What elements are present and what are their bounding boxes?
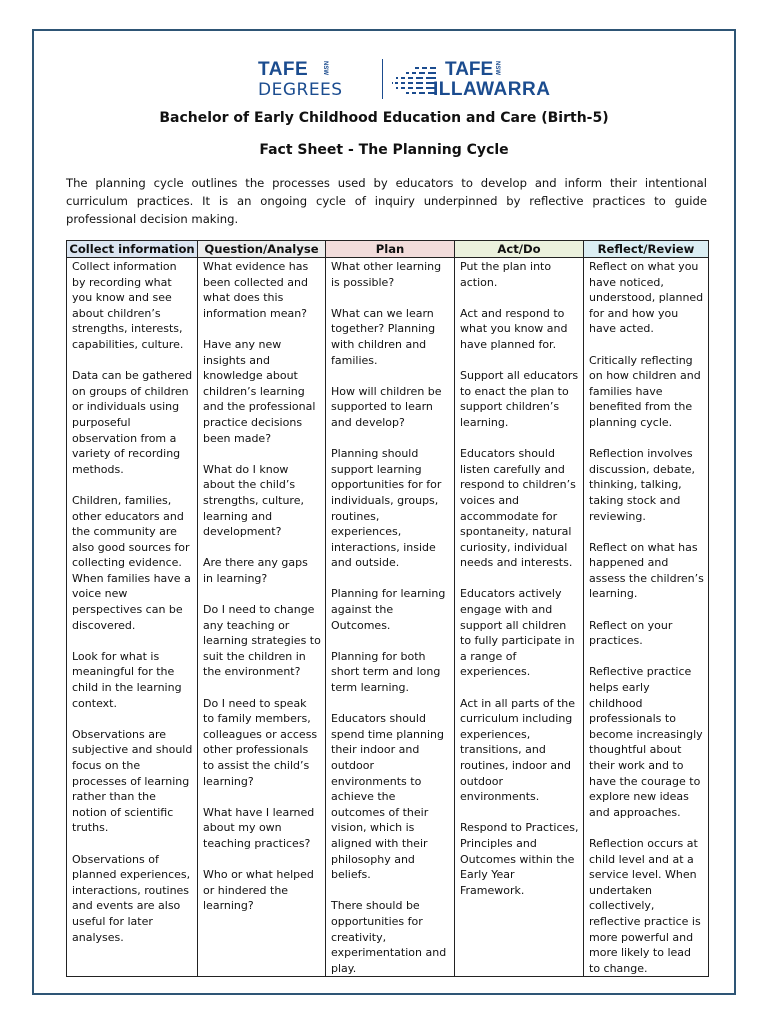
logo-nsw-text-right: NSW xyxy=(494,61,500,75)
cell-paragraph: What have I learned about my own teaching practices? xyxy=(203,805,315,850)
cell-paragraph: Do I need to change any teaching or learning strategies to suit the children in the environment? xyxy=(203,603,321,679)
cell-paragraph: Critically reflecting on how children and families have benefited from the planning cycle. xyxy=(589,353,701,429)
cell-paragraph: Who or what helped or hindered the learning? xyxy=(203,868,314,913)
column-reflect-review xyxy=(584,258,709,977)
cell-paragraph: Reflect on what has happened and assess the children’s learning. xyxy=(589,540,704,601)
cell-paragraph: Observations are subjective and should focus on the processes of learning rather than the notion of scientific truths. xyxy=(72,727,193,835)
cell-paragraph: Put the plan into action. xyxy=(460,260,552,289)
column-plan xyxy=(326,258,455,977)
cell-paragraph: What other learning is possible? xyxy=(331,260,442,289)
logo-illawarra-text: ILLAWARRA xyxy=(433,79,551,100)
header-plan: Plan xyxy=(326,241,455,258)
table-header-row xyxy=(67,241,709,258)
cell-paragraph: Reflective practice helps early childhood professionals to become increasingly thoughtful about their work and to have the courage to explore new ideas and approaches. xyxy=(589,665,703,819)
document-title: Bachelor of Early Childhood Education and Care (Birth-5) xyxy=(159,110,609,126)
cell-paragraph: Planning for learning against the Outcomes. xyxy=(331,587,446,632)
header-reflect-review: Reflect/Review xyxy=(584,241,709,258)
tafe-illawarra-logo xyxy=(392,61,552,105)
cell-paragraph: What can we learn together? Planning with children and families. xyxy=(331,306,436,367)
illawarra-dots-icon xyxy=(392,65,438,101)
cell-paragraph: Support all educators to enact the plan to support children’s learning. xyxy=(460,369,579,429)
header-question-analyse: Question/Analyse xyxy=(198,241,326,258)
cell-paragraph: Children, families, other educators and the community are also good sources for collecting evidence. When families have a voice new perspectives can be discovered. xyxy=(72,493,191,632)
logo-tafe-text: TAFE xyxy=(258,59,309,80)
cell-paragraph: Look for what is meaningful for the child in the learning context. xyxy=(72,649,182,710)
cell-paragraph: Do I need to speak to family members, colleagues or access other professionals to assist the child’s learning? xyxy=(203,696,318,788)
logo-nsw-text: NSW xyxy=(322,61,328,75)
cell-paragraph: Planning for both short term and long term learning. xyxy=(331,649,441,695)
cell-paragraph: Have any new insights and knowledge about children’s learning and the professional practice decisions been made? xyxy=(203,337,316,445)
cell-paragraph: Reflection involves discussion, debate, thinking, talking, taking stock and reviewing. xyxy=(589,447,696,523)
cell-paragraph: Reflection occurs at child level and at a service level. When undertaken collectively, reflective practice is more powerful and more likely to lead to change. xyxy=(589,836,701,975)
column-collect-information xyxy=(67,258,198,977)
logo-degrees-text: DEGREES xyxy=(258,80,343,100)
cell-paragraph: There should be opportunities for creativity, experimentation and play. xyxy=(331,899,447,975)
cell-paragraph: Act in all parts of the curriculum including experiences, transitions, and routines, indoor and outdoor environments. xyxy=(460,696,576,804)
tafe-degrees-logo xyxy=(258,61,382,100)
cell-paragraph: Reflect on what you have noticed, understood, planned for and how you have acted. xyxy=(589,260,704,336)
header-act-do: Act/Do xyxy=(455,241,584,258)
cell-paragraph: Are there any gaps in learning? xyxy=(203,556,308,585)
cell-paragraph: Observations of planned experiences, interactions, routines and events are also useful for later analyses. xyxy=(72,852,191,944)
cell-paragraph: What do I know about the child’s strengths, culture, learning and development? xyxy=(203,462,304,539)
header-collect-information: Collect information xyxy=(67,241,198,258)
planning-cycle-table xyxy=(66,240,709,977)
cell-paragraph: Collect information by recording what you know and see about children’s strengths, interests, capabilities, culture. xyxy=(72,260,184,351)
cell-paragraph: Reflect on your practices. xyxy=(589,618,673,648)
document-subtitle: Fact Sheet - The Planning Cycle xyxy=(259,142,509,158)
cell-paragraph: Educators should spend time planning their indoor and outdoor environments to achieve the outcomes of their vision, which is aligned with their philosophy and beliefs. xyxy=(331,712,445,882)
cell-paragraph: Respond to Practices, Principles and Outcomes within the Early Year Framework. xyxy=(460,821,579,897)
table-row xyxy=(67,258,709,977)
cell-paragraph: Act and respond to what you know and have planned for. xyxy=(460,306,568,351)
cell-paragraph: Educators actively engage with and support all children to fully participate in a range of experiences. xyxy=(460,587,575,679)
page-border xyxy=(32,29,736,995)
column-act-do xyxy=(455,258,584,977)
cell-paragraph: Data can be gathered on groups of children or individuals using purposeful observation from a variety of recording methods. xyxy=(72,369,193,476)
cell-paragraph: Educators should listen carefully and respond to children’s voices and accommodate for spontaneity, natural curiosity, individual needs and interests. xyxy=(460,447,576,570)
logo-divider xyxy=(382,59,383,99)
cell-paragraph: Planning should support learning opportunities for for individuals, groups, routines, experiences, interactions, inside and outside. xyxy=(331,447,442,570)
cell-paragraph: What evidence has been collected and what does this information mean? xyxy=(203,260,309,320)
cell-paragraph: How will children be supported to learn and develop? xyxy=(331,384,442,429)
logo-tafe-text-right: TAFE xyxy=(445,59,494,80)
intro-paragraph: The planning cycle outlines the processes used by educators to develop and inform their intentional curriculum practices. It is an ongoing cycle of inquiry underpinned by reflective practices to guide professional decision making. xyxy=(66,176,707,226)
logo-row xyxy=(34,53,734,113)
column-question-analyse xyxy=(198,258,326,977)
